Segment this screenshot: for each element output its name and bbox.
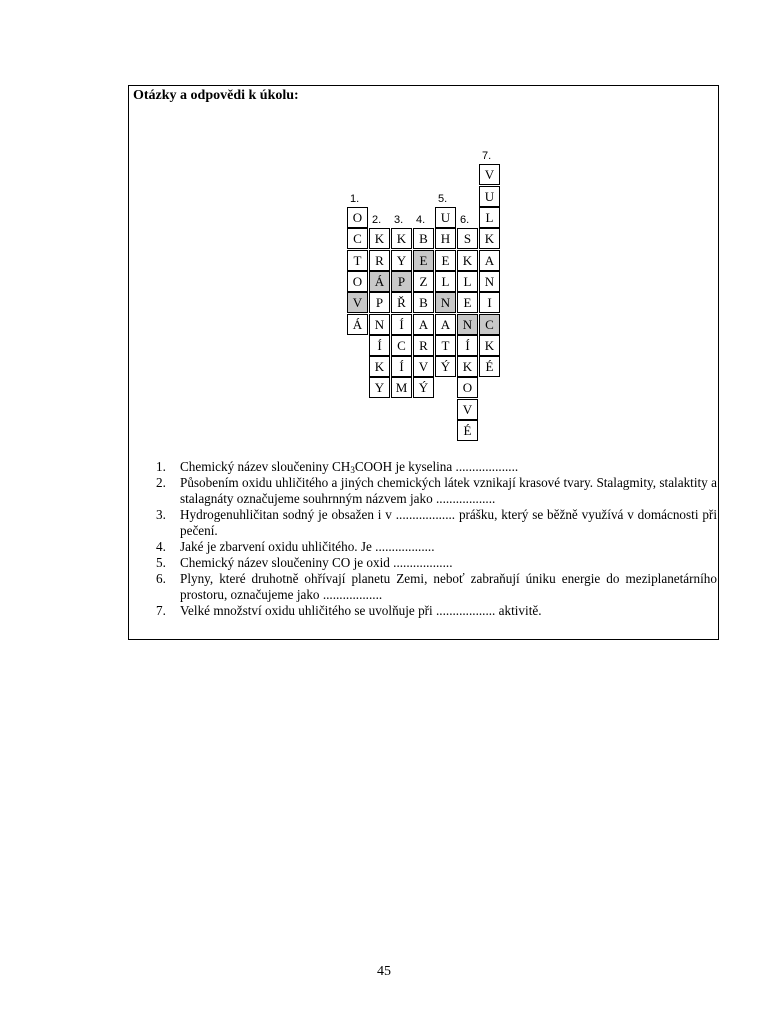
question-item [156, 539, 717, 555]
formula-subscript: 3 [350, 465, 355, 475]
page-number: 45 [377, 964, 391, 979]
crossword-cell: E [413, 250, 434, 271]
crossword-cell: U [435, 207, 456, 228]
question-text: Působením oxidu uhličitého a jiných chemických látek vznikají krasové tvary. Stalagmity, stalaktity a stalagnáty označujeme souhrnným názvem jako .................. [180, 475, 717, 506]
crossword-cell: N [457, 314, 478, 335]
crossword-cell: Ř [391, 292, 412, 313]
crossword-cell: V [347, 292, 368, 313]
task-box [128, 85, 719, 640]
crossword-cell: A [413, 314, 434, 335]
crossword-cell: P [391, 271, 412, 292]
question-text: Chemický název sloučeniny CO je oxid .................. [180, 555, 453, 570]
crossword-cell: Y [391, 250, 412, 271]
question-item [156, 507, 717, 539]
question-text: Jaké je zbarvení oxidu uhličitého. Je .................. [180, 539, 435, 554]
crossword-cell: B [413, 228, 434, 249]
crossword-cell: Y [369, 377, 390, 398]
crossword-cell: Í [391, 356, 412, 377]
crossword-cell: K [391, 228, 412, 249]
crossword-cell: V [479, 164, 500, 185]
crossword-cell: Á [347, 314, 368, 335]
clue-number: 7. [482, 150, 492, 163]
clue-number: 6. [460, 214, 470, 226]
crossword-cell: T [347, 250, 368, 271]
question-text-start: Chemický název sloučeniny CH [180, 459, 351, 474]
crossword-cell: E [457, 292, 478, 313]
crossword-cell: K [457, 356, 478, 377]
crossword-cell: Í [391, 314, 412, 335]
crossword-cell: P [369, 292, 390, 313]
question-text-end: COOH je kyselina ................... [354, 459, 519, 474]
crossword-cell: É [479, 356, 500, 377]
clue-number: 4. [416, 214, 426, 226]
crossword-cell: N [479, 271, 500, 292]
crossword-cell: S [457, 228, 478, 249]
crossword-cell: O [347, 207, 368, 228]
crossword-cell: É [457, 420, 478, 441]
crossword-cell: K [369, 228, 390, 249]
question-number: 3. [156, 507, 166, 522]
crossword-cell: C [391, 335, 412, 356]
crossword-cell: A [479, 250, 500, 271]
crossword-cell: L [435, 271, 456, 292]
crossword-cell: V [457, 399, 478, 420]
crossword-cell: H [435, 228, 456, 249]
crossword-cell: I [479, 292, 500, 313]
crossword-cell: A [435, 314, 456, 335]
crossword-cell: O [457, 377, 478, 398]
crossword-cell: K [479, 228, 500, 249]
crossword-cell: L [479, 207, 500, 228]
question-item [156, 555, 717, 571]
task-heading: Otázky a odpovědi k úkolu: [133, 88, 299, 103]
crossword-cell: C [347, 228, 368, 249]
question-item [156, 571, 717, 603]
crossword-cell: K [479, 335, 500, 356]
crossword-cell: N [435, 292, 456, 313]
crossword-cell: N [369, 314, 390, 335]
crossword-cell: Ý [435, 356, 456, 377]
crossword [129, 86, 718, 446]
crossword-cell: Ý [413, 377, 434, 398]
question-number: 5. [156, 555, 166, 570]
question-text: Hydrogenuhličitan sodný je obsažen i v .................. prášku, který se běžně využívá v domácnosti při pečení. [180, 507, 717, 538]
question-item [156, 459, 717, 475]
clue-number: 5. [438, 192, 448, 205]
clue-number: 2. [372, 214, 382, 226]
crossword-cell: E [435, 250, 456, 271]
crossword-cell: B [413, 292, 434, 313]
question-list [156, 459, 717, 619]
clue-number: 1. [350, 192, 360, 205]
question-number: 7. [156, 603, 166, 618]
question-number: 6. [156, 571, 166, 586]
crossword-cell: R [413, 335, 434, 356]
crossword-cell: T [435, 335, 456, 356]
question-number: 2. [156, 475, 166, 490]
crossword-cell: Í [369, 335, 390, 356]
crossword-cell: K [457, 250, 478, 271]
crossword-cell: Z [413, 271, 434, 292]
crossword-cell: K [369, 356, 390, 377]
clue-number: 3. [394, 214, 404, 226]
crossword-cell: L [457, 271, 478, 292]
question-item [156, 603, 717, 619]
crossword-cell: M [391, 377, 412, 398]
question-number: 4. [156, 539, 166, 554]
question-text: Velké množství oxidu uhličitého se uvolňuje při .................. aktivitě. [180, 603, 542, 618]
question-item [156, 475, 717, 507]
crossword-cell: Í [457, 335, 478, 356]
question-text: Plyny, které druhotně ohřívají planetu Zemi, neboť zabraňují úniku energie do meziplanetárního prostoru, označujeme jako .................. [180, 571, 717, 602]
crossword-cell: O [347, 271, 368, 292]
crossword-cell: V [413, 356, 434, 377]
question-number: 1. [156, 459, 166, 474]
crossword-cell: C [479, 314, 500, 335]
crossword-cell: R [369, 250, 390, 271]
crossword-cell: U [479, 186, 500, 207]
crossword-cell: Á [369, 271, 390, 292]
